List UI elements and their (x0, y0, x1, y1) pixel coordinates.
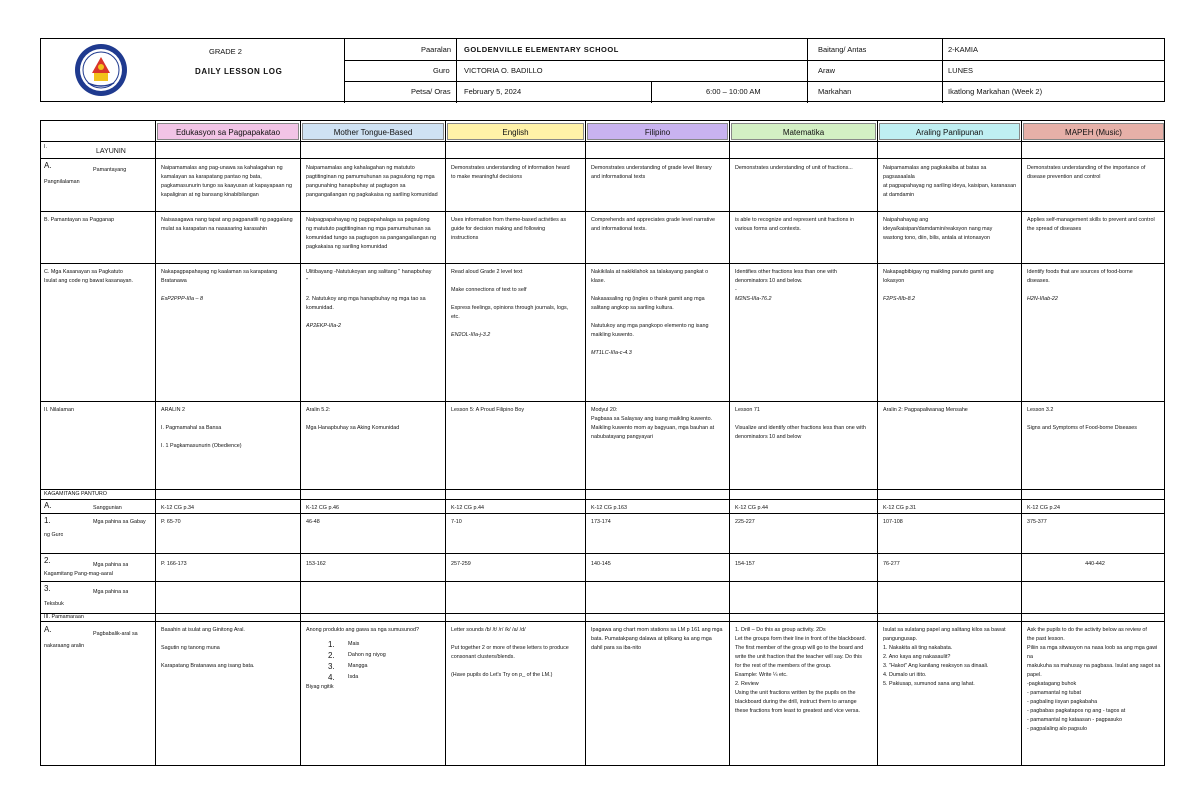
cell-line: Visualize and identify other fractions less than one with (735, 425, 866, 431)
label-ng-guro: ng Guro (44, 532, 64, 538)
c-row-ap (883, 268, 1019, 400)
cell-line (161, 433, 297, 442)
cell-line: Lesson 5: A Proud Filipino Boy (451, 407, 525, 413)
letter-a: A. (44, 161, 52, 170)
cell-line: Demonstrates understanding of unit of fractions... (735, 165, 853, 171)
label-kagamitang-pangmagaaral: Mga pahina sa (93, 562, 129, 568)
cell-line: (Have pupils do Let's Try on p_ of the LM.) (451, 672, 553, 678)
cell-line: MT1LC-IIIa-c-4.3 (591, 350, 632, 356)
cell-line: for the rest of the members of the group. (735, 663, 832, 669)
cell-line (161, 653, 297, 662)
cell-line: Modyul 20: (591, 407, 618, 413)
cell-line: blackboard during the drill, instruct them to arrange (735, 699, 857, 705)
a-row-mtb (306, 164, 442, 210)
cell-line: write the unit fraction that the teacher will say. Do this (735, 654, 862, 660)
cell-line: 1. Drill – Do this as group activity. 2Ds (735, 627, 826, 633)
cell-line: pagtitinginan ng pamumuhunan sa pagsulong ng mga (306, 174, 435, 180)
cell-line: EsP2PPP-IIIa – 8 (161, 296, 203, 302)
cell-line: Identify foods that are sources of food-borne (1027, 269, 1133, 275)
cell-line: salitang angkop sa sariling kultura. (591, 305, 674, 311)
subject-header-ap: Araling Panlipunan (879, 123, 1020, 140)
cell-line: Make connections of text to self (451, 287, 527, 293)
cell-line: - pagbabas pagkatapos ng ang - tagos at (1027, 708, 1126, 714)
cell-line: pangunahing hanapbuhay at pagtugon sa (306, 183, 406, 189)
cell-line: Aralin 2: Pagpapaliwanag Mensahe (883, 407, 968, 413)
cell-line: I. 1 Pagkamasunurin (Obedience) (161, 443, 242, 449)
cell-line: kapaligiran at ng bansang kinabibilangan (161, 192, 259, 198)
section-layunin: LAYUNIN (96, 148, 126, 155)
label-sanggunian: Sanggunian (93, 505, 122, 511)
letter-a-sanggunian: A. (44, 501, 52, 510)
label-pamantayang: Pamantayang (93, 167, 127, 173)
cell-line: Let the groups form their line in front of the blackboard. (735, 636, 866, 642)
row-number-3: 3. (44, 584, 51, 593)
label-kasanayan-code: Isulat ang code ng bawat kasanayan. (44, 278, 134, 284)
b-row-esp (161, 216, 297, 262)
cell-line: Identifies other fractions less than one with (735, 269, 837, 275)
cell-line: Aralin 5.2: (306, 407, 331, 413)
cell-line: these fractions from least to greatest and vice versa. (735, 708, 860, 714)
cell-line (883, 286, 1019, 295)
cell-line: lokasyon (883, 278, 905, 284)
cell-line: klase. (591, 278, 606, 284)
r1-row-english: 7-10 (451, 519, 462, 525)
cell-line: papel. (1027, 672, 1042, 678)
c-row-mapeh (1027, 268, 1163, 400)
letter-a-pamamaraan: A. (44, 625, 52, 634)
sanggunian-row-filipino: K-12 CG p.163 (591, 505, 627, 511)
cell-line: Nakikilala at nakikilahok sa talakayang pangkat o (591, 269, 709, 275)
cell-line: Maikling kuwento mom ay bagyuan, mga bauhan at (591, 425, 715, 431)
a-row-english (451, 164, 583, 210)
lesson-date: February 5, 2024 (464, 87, 522, 96)
cell-line: Piliin sa mga sitwasyon na nasa loob sa ang mga gawi na (1027, 645, 1158, 660)
procedure-mtb-list (328, 639, 442, 683)
sanggunian-row-english: K-12 CG p.44 (451, 505, 484, 511)
cell-line: 2. Natutukoy ang mga hanapbuhay ng mga tao sa (306, 296, 426, 302)
lesson-header (40, 38, 1165, 102)
cell-line: 2. Ano kaya ang nakasaulit? (883, 654, 951, 660)
cell-line: the past lesson. (1027, 636, 1065, 642)
cell-line: Karapatang Bratanawa ang isang bata. (161, 663, 255, 669)
cell-line: M2NS-IIIa-76.2 (735, 296, 772, 302)
cell-line: Read aloud Grade 2 level text (451, 269, 523, 275)
r2-row-ap: 76-277 (883, 561, 900, 567)
cell-line: -pagkatagang buhok (1027, 681, 1077, 687)
cell-line: Demonstrates understanding of grade level literary (591, 165, 712, 171)
a-row-mapeh (1027, 164, 1163, 210)
cell-line: Nakasasaling ng (ingles o thank gamit ang mga (591, 296, 705, 302)
cell-line: at damdamin (883, 192, 915, 198)
list-item: 1. Mais (328, 640, 360, 649)
cell-line: Put together 2 or more of these letters to produce (451, 645, 569, 651)
cell-line: 3. "Hakot" Ang kanilang reaksyon sa dinaali. (883, 663, 989, 669)
cell-line: diseases. (1027, 278, 1050, 284)
cell-line (591, 313, 727, 322)
cell-line: The first member of the group will go to the board and (735, 645, 864, 651)
r2-row-english: 257-259 (451, 561, 471, 567)
a-row-filipino (591, 164, 727, 210)
r2-row-math: 154-157 (735, 561, 755, 567)
label-pagbabalik-aral: Pagbabalik-aral sa (93, 631, 138, 637)
label-pangnilalaman: Pangnilalaman (44, 179, 80, 185)
cell-line: Natutukoy ang mga pangkopo elemento ng isang (591, 323, 709, 329)
cell-line (591, 286, 727, 295)
day-label: Araw (818, 66, 836, 75)
cell-line: to make meaningful decisions (451, 174, 523, 180)
cell-line: denominators 10 and below (735, 434, 802, 440)
cell-line: 2. Review (735, 681, 759, 687)
label-kasanayan: C. Mga Kasanayan sa Pagkatuto (44, 269, 123, 275)
cell-line: 5. Pakiusap, sumunod sana ang lahat. (883, 681, 975, 687)
a-row-esp (161, 164, 297, 210)
cell-line: Ulitibayang -Natutukoyan ang salitang " hanapbuhay (306, 269, 432, 275)
cell-line: instructions (451, 235, 479, 241)
row-number-2: 2. (44, 556, 51, 565)
cell-line: Sagutin ng tanong muna (161, 645, 220, 651)
cell-line: etc. (451, 314, 460, 320)
list-item: 2. Dahon ng niyog (328, 651, 386, 660)
cell-line: pagkakaisa ng sariling komunidad (306, 244, 388, 250)
cell-line: Letter sounds /b/ /t/ /r/ /k/ /a/ /d/ (451, 627, 526, 633)
r2-row-mapeh: 440-442 (1085, 561, 1105, 567)
label-teksbuk: Mga pahina sa (93, 589, 129, 595)
cell-line: Ask the pupils to do the activity below as review of (1027, 627, 1147, 633)
list-item: 4. Isda (328, 673, 359, 682)
teacher-name: VICTORIA O. BADILLO (464, 66, 543, 75)
cell-line: Signs and Symptoms of Food-borne Diseases (1027, 425, 1137, 431)
cell-line: the spread of diseases (1027, 226, 1082, 232)
cell-line: - pagpalaling alo pagsulo (1027, 726, 1087, 732)
c-row-esp (161, 268, 297, 400)
cell-line: at pagpapahayag ng sariling ideya, kaisipan, karanasan (883, 183, 1017, 189)
ii-row-mapeh (1027, 406, 1163, 488)
label-teksbuk-2: Teksbuk (44, 601, 64, 607)
cell-line: komunidad tungo sa pagtugon sa pangangailangan ng (306, 235, 437, 241)
cell-line: pangangailangan ng pagkakaisa ng sariling komunidad (306, 192, 438, 198)
cell-line (451, 277, 583, 286)
cell-line: makukuha sa mahusay na pagbasa. Isulat ang sagot sa (1027, 663, 1161, 669)
list-item: 3. Mangga (328, 662, 368, 671)
procedure-mtb (306, 626, 442, 766)
cell-line (306, 415, 442, 424)
cell-line: mulat sa karapatan na nasasaring karasahin (161, 226, 268, 232)
school-label: Paaralan (421, 45, 452, 54)
b-row-english (451, 216, 583, 262)
cell-line: " (306, 278, 308, 284)
c-row-filipino (591, 268, 727, 400)
cell-line: Pagbasa sa Salaysay ang isang maikling kuwento. (591, 416, 713, 422)
ii-row-filipino (591, 406, 727, 488)
procedure-filipino (591, 626, 727, 766)
r1-row-math: 225-227 (735, 519, 755, 525)
cell-line: wastong tono, diin, bilis, antala at intonasyon (883, 235, 990, 241)
cell-line: ARALIN 2 (161, 407, 185, 413)
cell-line: Uses information from theme-based activities as (451, 217, 567, 223)
deped-seal-icon (74, 43, 128, 97)
cell-line: nabubatayang pangyayari (591, 434, 654, 440)
b-row-ap (883, 216, 1019, 262)
ii-row-esp (161, 406, 297, 488)
cell-line: H2N-IIIab-22 (1027, 296, 1058, 302)
cell-line: Using the unit fractions written by the pupils on the (735, 690, 856, 696)
r1-row-ap: 107-108 (883, 519, 903, 525)
procedure-ap (883, 626, 1019, 766)
cell-line (161, 415, 297, 424)
cell-line: Nakapagpapahayag ng kaalaman sa karapatang (161, 269, 278, 275)
c-row-math (735, 268, 875, 400)
grade-title: GRADE 2 (209, 47, 242, 56)
r2-row-mtb: 153-162 (306, 561, 326, 567)
ii-row-mtb (306, 406, 442, 488)
lesson-log-table (40, 120, 1165, 766)
cell-line: - (735, 287, 737, 293)
cell-line (306, 286, 442, 295)
row-number-1: 1. (44, 516, 51, 525)
cell-line: dahil para sa iba-nito (591, 645, 642, 651)
cell-line: Naipamamalas ang kahalagahan ng matututo (306, 165, 415, 171)
r1-row-esp: P. 65-70 (161, 519, 181, 525)
b-row-mtb (306, 216, 442, 262)
cell-line: denominators 10 and below. (735, 278, 803, 284)
label-pamantayan-pagganap: B. Pamantayan sa Pagganap (44, 217, 115, 223)
cell-line: Bratanawa (161, 278, 187, 284)
cell-line: I. Pagmamahal sa Bansa (161, 425, 222, 431)
cell-line (591, 340, 727, 349)
b-row-math (735, 216, 875, 262)
label-nakaraang-aralin: nakaraang aralin (44, 643, 85, 649)
sanggunian-row-math: K-12 CG p.44 (735, 505, 768, 511)
cell-line: and informational texts. (591, 226, 647, 232)
cell-line (451, 295, 583, 304)
cell-line: Example: Write ¼ etc. (735, 672, 788, 678)
cell-line: 4. Dumalo uri itito. (883, 672, 927, 678)
cell-line: guide for decision making and following (451, 226, 546, 232)
cell-line: - pagbaling iisyan pagkabaha (1027, 699, 1098, 705)
cell-line: Naipahahayag ang (883, 217, 929, 223)
ii-row-english (451, 406, 583, 488)
b-row-filipino (591, 216, 727, 262)
cell-line: Isulat sa sulatang papel ang salitang kilos sa bawat (883, 627, 1006, 633)
subject-header-math: Matematika (731, 123, 876, 140)
cell-line: and informational texts (591, 174, 646, 180)
cell-line: ng matututo pagtitinginan ng mga pamumuhunan sa (306, 226, 431, 232)
label-gabay-guro: Mga pahina sa Gabay (93, 519, 146, 525)
a-row-ap (883, 164, 1019, 210)
b-row-mapeh (1027, 216, 1163, 262)
lesson-day: LUNES (948, 66, 974, 75)
cell-line: Naipamamalas ang pagkakaiba at batas sa pagsasaalala (883, 165, 987, 180)
procedure-mtb-intro: Anong produkto ang gawa sa nga sumusunod? (306, 627, 419, 633)
cell-line: Lesson 3.2 (1027, 407, 1054, 413)
cell-line: Nakapagbibigay ng maikling panuto gamit ang (883, 269, 994, 275)
cell-line (451, 635, 583, 644)
cell-line: - pamamantal ng tubat (1027, 690, 1081, 696)
r1-row-mtb: 46-48 (306, 519, 320, 525)
cell-line (1027, 415, 1163, 424)
procedure-mapeh (1027, 626, 1163, 766)
cell-line: ideya/kaisipan/damdamin/reaksyon nang may (883, 226, 993, 232)
a-row-math (735, 164, 875, 210)
c-row-english (451, 268, 583, 400)
cell-line (735, 415, 875, 424)
cell-line: Naisasagawa nang tapat ang pagpanatili ng paggalang (161, 217, 293, 223)
label-nilalaman: II. Nilalaman (44, 407, 74, 413)
subject-header-mapeh: MAPEH (Music) (1023, 123, 1164, 140)
procedure-mtb-after: Biyag ngitik (306, 684, 334, 690)
lesson-time: 6:00 – 10:00 AM (706, 87, 761, 96)
cell-line: 1. Nakakita ali ting nakabata. (883, 645, 953, 651)
cell-line: Express feelings, opinions through journals, logs, (451, 305, 569, 311)
ii-row-ap (883, 406, 1019, 488)
subject-header-filipino: Filipino (587, 123, 728, 140)
sanggunian-row-mtb: K-12 CG p.46 (306, 505, 339, 511)
cell-line (1027, 286, 1163, 295)
cell-line: pagkamasunurin tungo sa kaayusan at kapayapaan ng (161, 183, 292, 189)
cell-line: pangungusap. (883, 636, 918, 642)
school-name: GOLDENVILLE ELEMENTARY SCHOOL (464, 45, 619, 54)
cell-line: Naipagpapahayag ng pagpapahalaga sa pagsulong (306, 217, 430, 223)
label-pamamaraan: III. Pamamaraan (44, 614, 84, 620)
cell-line: F2PS-IIIb-8.2 (883, 296, 916, 302)
subject-header-english: English (447, 123, 584, 140)
cell-line: Demonstrates understanding of the importance of (1027, 165, 1146, 171)
cell-line: kamalayan sa karapatang pantao ng bata, (161, 174, 262, 180)
procedure-english (451, 626, 583, 766)
cell-line: is able to recognize and represent unit fractions in (735, 217, 854, 223)
cell-line: AP2EKP-IIIa-2 (306, 323, 342, 329)
cell-line: Mga Hanapbuhay sa Aking Komunidad (306, 425, 400, 431)
cell-line: Basahin at isulat ang Ginitong Aral. (161, 627, 245, 633)
sanggunian-row-mapeh: K-12 CG p.24 (1027, 505, 1060, 511)
cell-line (451, 662, 583, 671)
cell-line: various forms and contexts. (735, 226, 801, 232)
subject-header-mtb: Mother Tongue-Based (302, 123, 444, 140)
sanggunian-row-ap: K-12 CG p.31 (883, 505, 916, 511)
cell-line (451, 322, 583, 331)
cell-line: - pamamantal ng kataasan - pagpasuko (1027, 717, 1122, 723)
label-kagamitang-panturo: KAGAMITANG PANTURO (44, 491, 107, 497)
sanggunian-row-esp: K-12 CG p.34 (161, 505, 194, 511)
r2-row-esp: P. 166-173 (161, 561, 187, 567)
quarter-label: Markahan (818, 87, 852, 96)
procedure-esp (161, 626, 297, 766)
cell-line: EN2OL-IIIa-j-3.2 (451, 332, 491, 338)
r1-row-filipino: 173-174 (591, 519, 611, 525)
cell-line: Lesson 71 (735, 407, 760, 413)
cell-line (306, 313, 442, 322)
date-label: Petsa/ Oras (411, 87, 451, 96)
cell-line: Comprehends and appreciates grade level narrative (591, 217, 716, 223)
cell-line: consonant clusters/blends. (451, 654, 515, 660)
cell-line (161, 286, 297, 295)
subject-header-esp: Edukasyon sa Pagpapakatao (157, 123, 299, 140)
cell-line: komunidad. (306, 305, 334, 311)
cell-line: Naipamamalas ang pag-unawa sa kahalagahan ng (161, 165, 283, 171)
cell-line: maikling kuwento. (591, 332, 634, 338)
procedure-math (735, 626, 875, 766)
label-kagamitang-pangmagaaral-2: Kagamitang Pang-mag-aaral (44, 571, 113, 577)
teacher-label: Guro (433, 66, 450, 75)
cell-line: disease prevention and control (1027, 174, 1101, 180)
lesson-quarter: Ikatlong Markahan (Week 2) (948, 87, 1043, 96)
grade-section-label: Baitang/ Antas (818, 45, 867, 54)
cell-line: Demonstrates understanding of information heard (451, 165, 570, 171)
grade-section: 2-KAMIA (948, 45, 979, 54)
dll-title: DAILY LESSON LOG (195, 67, 283, 76)
cell-line: bata. Pumatakpang dalawa at iplikang ka ang mga (591, 636, 712, 642)
section-number-i: I. (44, 144, 47, 150)
r1-row-mapeh: 375-377 (1027, 519, 1047, 525)
cell-line (161, 635, 297, 644)
r2-row-filipino: 140-145 (591, 561, 611, 567)
cell-line: Ipagawa ang chart mom stations sa LM p 161 ang mga (591, 627, 723, 633)
cell-line: Applies self-management skills to prevent and control (1027, 217, 1155, 223)
c-row-mtb (306, 268, 442, 400)
ii-row-math (735, 406, 875, 488)
